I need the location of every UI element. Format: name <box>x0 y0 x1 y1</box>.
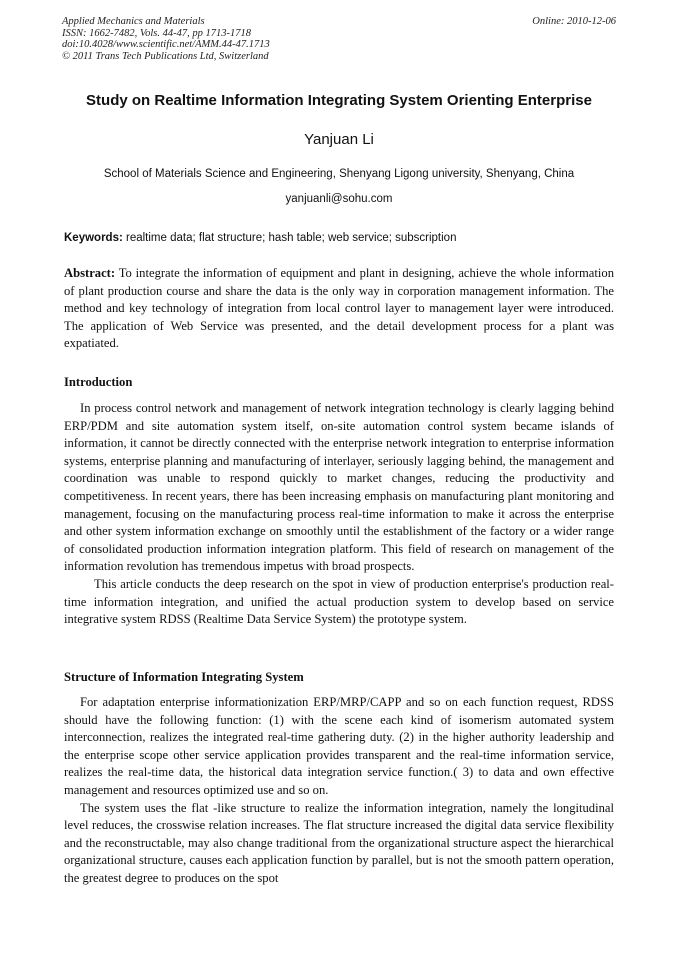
journal-name: Applied Mechanics and Materials <box>62 16 205 27</box>
journal-header <box>62 16 616 62</box>
abstract <box>64 265 614 353</box>
structure-paragraph-2: The system uses the flat -like structure to realize the information integration, namely the longitudinal level reduces, the crosswise relation increases. The flat structure increased the digital data service flexibility and the reconstructable, may also change traditional from the organizational structure aspect the hierarchical organizational structure, causes each application function by parallel, but is not the smooth pattern operation, the greatest degree to produces on the spot <box>64 800 614 885</box>
author-name: Yanjuan Li <box>304 131 374 148</box>
abstract-label: Abstract: <box>64 266 116 280</box>
introduction-body <box>64 400 614 629</box>
structure-paragraph-1: For adaptation enterprise informationization ERP/MRP/CAPP and so on each function request, RDSS should have the following function: (1) with the scene each kind of isomerism automated system interconnection, realizes the integrated real-time gathering duty. (2) in the higher authority leadership and the enterprise scope other service application provides transparent and the real-time information service, realizes the real-time data, the historical data integration service function.( 3) to data and own effective management and resources optimized use and so on. <box>64 695 614 797</box>
introduction-paragraph-2: This article conducts the deep research on the spot in view of production enterprise's production real-time information integration, and unified the actual production system to develop based on service integrative system RDSS (Realtime Data Service System) the prototype system. <box>64 576 614 627</box>
keywords <box>64 231 618 245</box>
introduction-paragraph-1: In process control network and management of network integration technology is clearly lagging behind ERP/PDM and site automation system itself, on-site automation control system became islands of information, it cannot be directly connected with the enterprise network integration to enterprise information systems, enterprise planning and manufacturing of interlayer, seriously lagging behind, the management and coordination was unable to respond quickly to market changes, reducing the productivity and competitiveness. In recent years, there has been increasing emphasis on manufacturing plant monitoring and management, focusing on the manufacturing process real-time information to make it across the enterprise and other system information exchange on smoothly until the establishment of the factory or a wider range of consolidated production information integration platform. This field of research on management of the information revolution has tremendous impetus with broad prospects. <box>64 401 614 574</box>
abstract-text: To integrate the information of equipment and plant in designing, achieve the whole information of plant production course and share the data is the only way in corporation management information. The method and key technology of integration from local control layer to management layer were introduced. The application of Web Service was presented, and the detail development process for a plant was expatiated. <box>64 266 614 351</box>
keywords-text: realtime data; flat structure; hash table; web service; subscription <box>126 232 457 244</box>
online-date: Online: 2010-12-06 <box>532 16 616 27</box>
introduction-heading: Introduction <box>64 375 133 389</box>
paper-title: Study on Realtime Information Integrating System Orienting Enterprise <box>86 92 592 109</box>
issn-line: ISSN: 1662-7482, Vols. 44-47, pp 1713-1718 <box>62 27 251 39</box>
author-affiliation: School of Materials Science and Engineering, Shenyang Ligong university, Shenyang, China <box>103 168 575 180</box>
author-email: yanjuanli@sohu.com <box>285 193 393 205</box>
doi-line: doi:10.4028/www.scientific.net/AMM.44-47.1713 <box>62 39 270 50</box>
structure-heading: Structure of Information Integrating System <box>64 670 304 684</box>
keywords-label: Keywords: <box>64 232 123 244</box>
copyright-line: © 2011 Trans Tech Publications Ltd, Switzerland <box>62 50 269 62</box>
structure-body <box>64 694 614 888</box>
